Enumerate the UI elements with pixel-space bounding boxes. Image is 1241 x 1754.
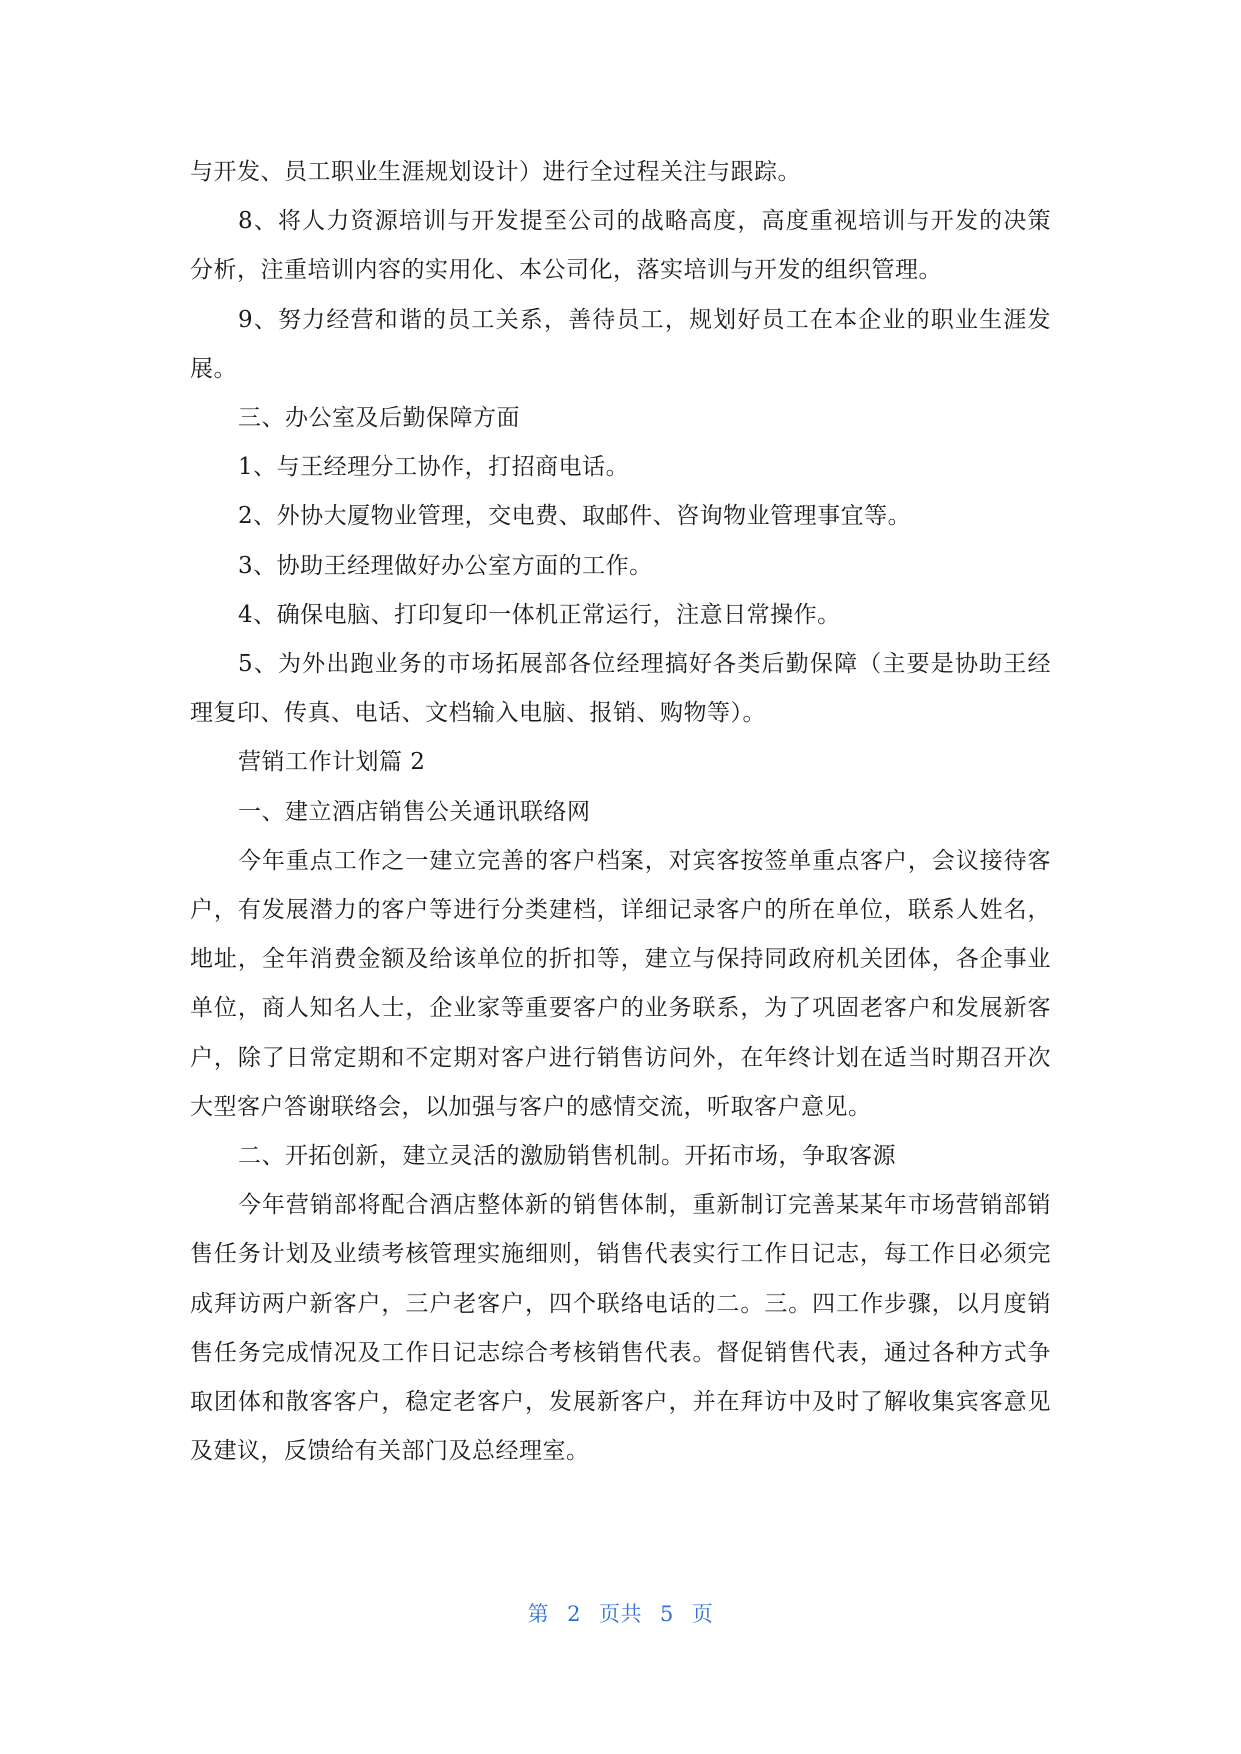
- section-heading-office-logistics: 三、办公室及后勤保障方面: [238, 405, 520, 432]
- paragraph-office-item-1: 1、与王经理分工协作，打招商电话。: [238, 454, 630, 481]
- footer-total-pages: 5: [660, 1602, 674, 1626]
- paragraph-office-item-5: 5、为外出跑业务的市场拓展部各位经理搞好各类后勤保障（主要是协助王经理复印、传真、电话、文档输入电脑、报销、购物等）。: [190, 651, 1051, 727]
- paragraph-continuation: 与开发、员工职业生涯规划设计）进行全过程关注与跟踪。: [190, 159, 801, 185]
- footer-prefix: 第: [527, 1602, 550, 1626]
- section-heading-1: 一、建立酒店销售公关通讯联络网: [238, 798, 591, 825]
- paragraph-item-9: 9、努力经营和谐的员工关系，善待员工，规划好员工在本企业的职业生涯发展。: [190, 306, 1051, 382]
- footer-current-page: 2: [567, 1602, 581, 1626]
- paragraph-office-item-4: 4、确保电脑、打印复印一体机正常运行，注意日常操作。: [238, 601, 841, 628]
- section-heading-2: 二、开拓创新，建立灵活的激励销售机制。开拓市场，争取客源: [238, 1143, 896, 1170]
- paragraph-office-item-3: 3、协助王经理做好办公室方面的工作。: [238, 552, 653, 579]
- paragraph-sales-mechanism: 今年营销部将配合酒店整体新的销售体制，重新制订完善某某年市场营销部销售任务计划及业绩考核管理实施细则，销售代表实行工作日记志，每工作日必须完成拜访两户新客户，三户老客户，四个联络电话的二。三。四工作步骤，以月度销售任务完成情况及工作日记志综合考核销售代表。督促销售代表，通过各种方式争取团体和散客客户，稳定老客户，发展新客户，并在拜访中及时了解收集宾客意见及建议，反馈给有关部门及总经理室。: [190, 1192, 1051, 1465]
- page-footer: [0, 1598, 1241, 1628]
- footer-middle: 页共: [599, 1602, 642, 1626]
- paragraph-item-8: 8、将人力资源培训与开发提至公司的战略高度，高度重视培训与开发的决策分析，注重培训内容的实用化、本公司化，落实培训与开发的组织管理。: [190, 208, 1051, 284]
- paragraph-office-item-2: 2、外协大厦物业管理，交电费、取邮件、咨询物业管理事宜等。: [238, 503, 912, 530]
- paragraph-customer-records: 今年重点工作之一建立完善的客户档案，对宾客按签单重点客户，会议接待客户，有发展潜力的客户等进行分类建档，详细记录客户的所在单位，联系人姓名，地址，全年消费金额及给该单位的折扣等，建立与保持同政府机关团体，各企事业单位，商人知名人士，企业家等重要客户的业务联系，为了巩固老客户和发展新客户，除了日常定期和不定期对客户进行销售访问外，在年终计划在适当时期召开次大型客户答谢联络会，以加强与客户的感情交流，听取客户意见。: [190, 847, 1051, 1120]
- footer-suffix: 页: [691, 1602, 714, 1626]
- article-title-part-2: 营销工作计划篇 2: [238, 749, 426, 776]
- document-body: [190, 148, 1051, 1476]
